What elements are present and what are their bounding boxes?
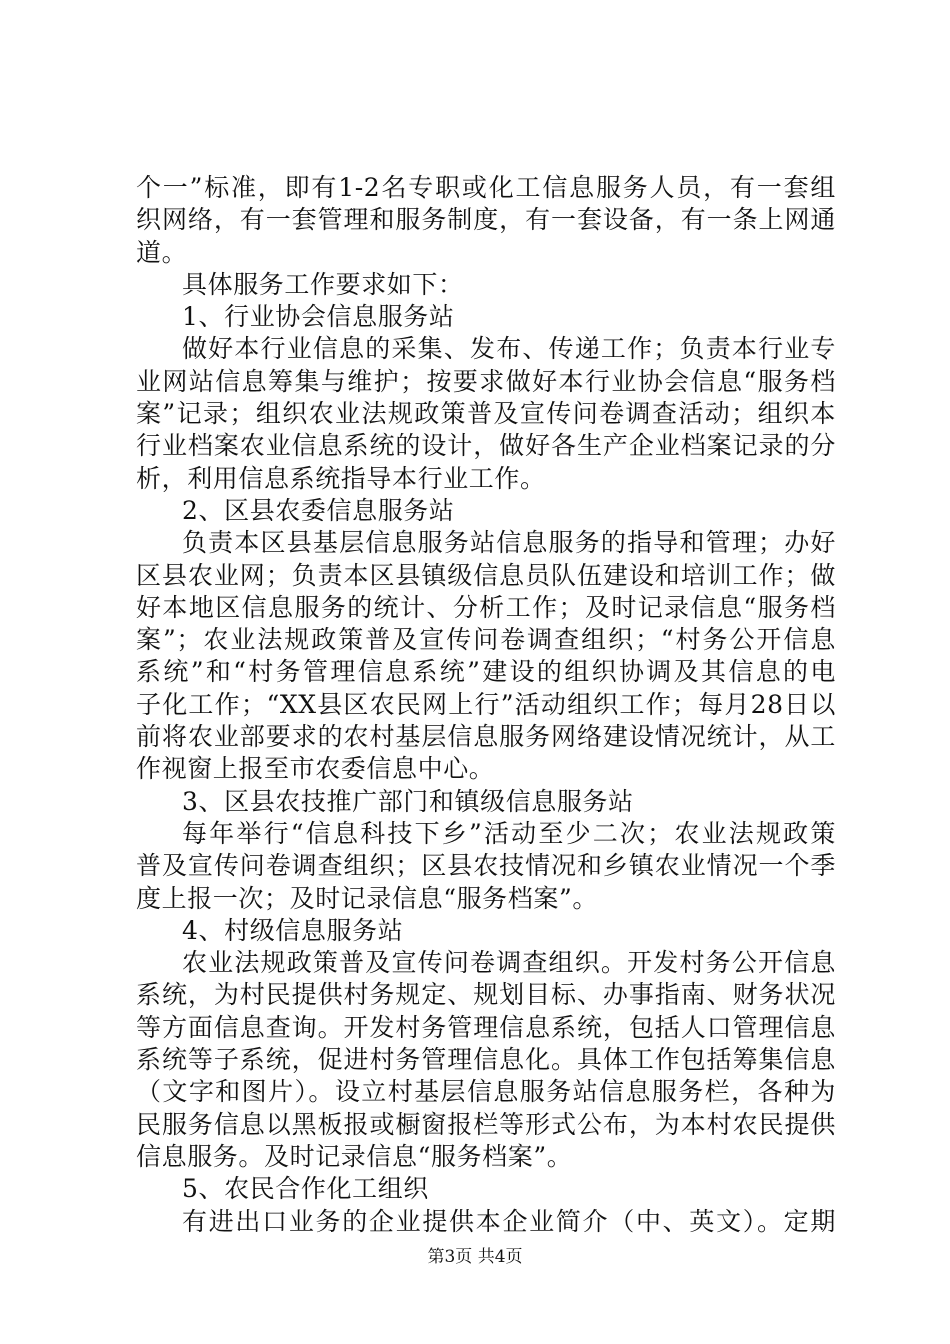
text-line: 子化工作；“XX县区农民网上行”活动组织工作；每月28日以 [136,689,836,719]
text-line: 案”记录；组织农业法规政策普及宣传问卷调查活动；组织本 [136,399,836,429]
text-line: 负责本区县基层信息服务站信息服务的指导和管理；办好 [182,528,836,558]
text-line: 度上报一次；及时记录信息“服务档案”。 [136,883,598,913]
text-line: 等方面信息查询。开发村务管理信息系统，包括人口管理信息 [136,1012,836,1042]
text-line: 好本地区信息服务的统计、分析工作；及时记录信息“服务档 [136,592,836,622]
text-line: 织网络，有一套管理和服务制度，有一套设备，有一条上网通 [136,205,836,235]
text-line: 系统，为村民提供村务规定、规划目标、办事指南、财务状况 [136,980,836,1010]
text-line: 区县农业网；负责本区县镇级信息员队伍建设和培训工作；做 [136,560,836,590]
text-line: 个一”标准，即有1-2名专职或化工信息服务人员，有一套组 [136,173,836,202]
text-line: 案”；农业法规政策普及宣传问卷调查组织；“村务公开信息 [136,625,836,655]
text-line: 每年举行“信息科技下乡”活动至少二次；农业法规政策 [182,818,836,848]
text-line: 析，利用信息系统指导本行业工作。 [136,463,546,493]
text-line: 系统等子系统，促进村务管理信息化。具体工作包括筹集信息 [136,1045,836,1075]
text-line: 作视窗上报至市农委信息中心。 [136,754,495,784]
text-line: 信息服务。及时记录信息“服务档案”。 [136,1141,573,1171]
text-line: 业网站信息筹集与维护；按要求做好本行业协会信息“服务档 [136,366,836,396]
text-line: 系统”和“村务管理信息系统”建设的组织协调及其信息的电 [136,657,836,687]
section-heading: 2、区县农委信息服务站 [182,495,455,525]
page-number-footer: 第3页 共4页 [427,1247,523,1267]
text-line: 前将农业部要求的农村基层信息服务网络建设情况统计，从工 [136,722,836,752]
document-body [136,172,836,1238]
section-heading: 1、行业协会信息服务站 [182,302,455,332]
section-heading: 3、区县农技推广部门和镇级信息服务站 [182,786,634,816]
text-line: 做好本行业信息的采集、发布、传递工作；负责本行业专 [182,334,836,364]
text-line: 民服务信息以黑板报或橱窗报栏等形式公布，为本村农民提供 [136,1109,836,1139]
text-line: 普及宣传问卷调查组织；区县农技情况和乡镇农业情况一个季 [136,851,836,881]
text-line: 有进出口业务的企业提供本企业简介（中、英文）。定期 [182,1206,836,1236]
text-line: 具体服务工作要求如下： [182,269,464,299]
text-line: 农业法规政策普及宣传问卷调查组织。开发村务公开信息 [182,948,836,978]
section-heading: 5、农民合作化工组织 [182,1174,429,1204]
text-line: 道。 [136,237,188,267]
text-line: 行业档案农业信息系统的设计，做好各生产企业档案记录的分 [136,431,836,461]
section-heading: 4、村级信息服务站 [182,915,404,945]
text-line: （文字和图片）。设立村基层信息服务站信息服务栏，各种为 [136,1077,836,1107]
